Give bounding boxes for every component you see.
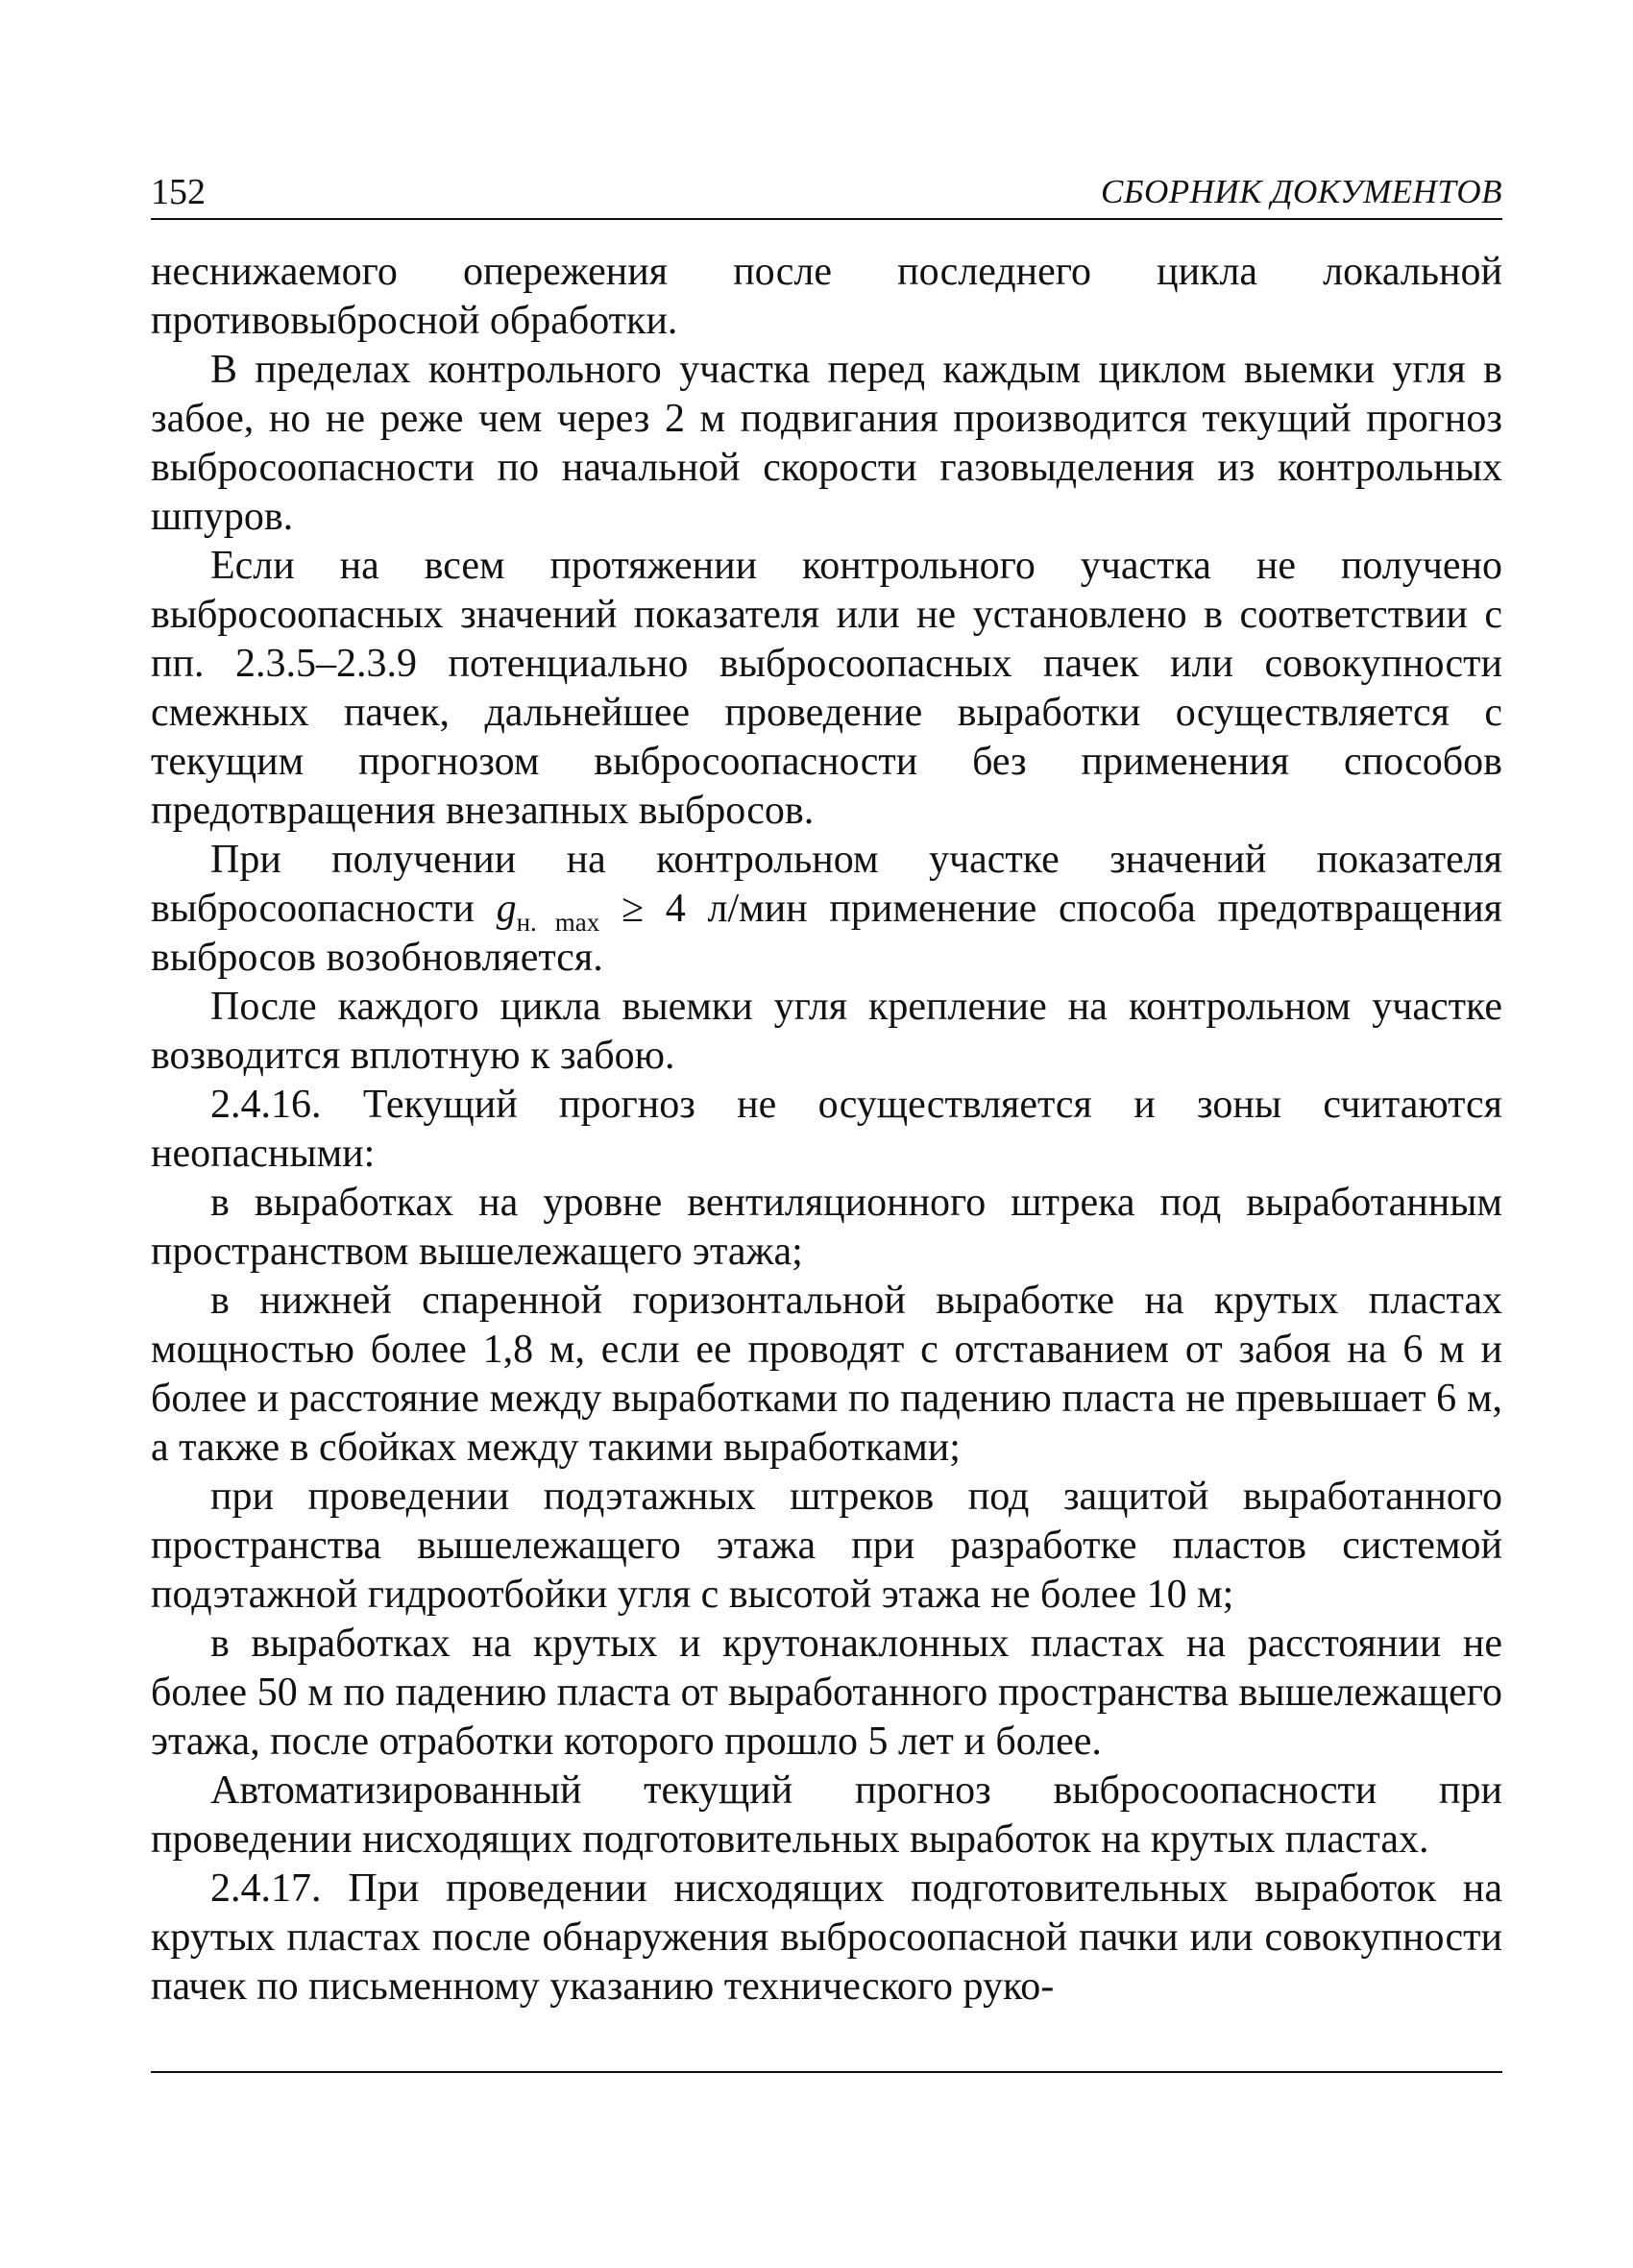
page-header xyxy=(151,163,1502,219)
list-item-sublevel-drifts: при проведении подэтажных штреков под защитой выработанного пространства вышележащего этажа при разработке пластов системой подэтажной гидроотбойки угля с высотой этажа не более 10 м; xyxy=(151,1475,1502,1617)
threshold-text-before: При получении на контрольном участке значений показателя выбросоопасности xyxy=(151,838,1502,931)
document-page xyxy=(151,163,1502,2133)
header-rule xyxy=(151,218,1502,220)
paragraph-control-area: В пределах контрольного участка перед каждым циклом выемки угля в забое, но не реже чем через 2 м подвигания производится текущий прогноз выбросоопасности по начальной скорости газовыделения из контрольных шпуров. xyxy=(151,348,1502,539)
page-number: 152 xyxy=(151,172,206,212)
paragraph-no-hazard: Если на всем протяжении контрольного участка не получено выбросоопасных значений показателя или не установлено в соответствии с пп. 2.3.5–2.3.9 потенциально выбросоопасных пачек или совокупности смежных пачек, дальнейшее проведение выработки осуществляется с текущим прогнозом выбросоопасности без применения способов предотвращения внезапных выбросов. xyxy=(151,544,1502,833)
paragraph-hazard-threshold xyxy=(151,836,1502,983)
footer-rule xyxy=(151,2071,1502,2073)
body-text xyxy=(151,248,1502,2012)
paragraph-2-4-16: 2.4.16. Текущий прогноз не осуществляется и зоны считаются неопасными: xyxy=(151,1083,1502,1176)
list-item-paired-workings: в нижней спаренной горизонтальной выработке на крутых пластах мощностью более 1,8 м, если ее проводят с отставанием от забоя на 6 м и более и расстояние между выработками по падению пласта не превышает 6 м, а также в сбойках между такими выработками; xyxy=(151,1279,1502,1470)
gas-symbol-subscript: н. max xyxy=(516,908,600,937)
paragraph-support: После каждого цикла выемки угля крепление на контрольном участке возводится вплотную к забою. xyxy=(151,985,1502,1078)
list-item-ventilation-drift: в выработках на уровне вентиляционного штрека под выработанным пространством вышележащего этажа; xyxy=(151,1181,1502,1274)
gas-symbol: g xyxy=(496,887,517,931)
paragraph-automated-forecast: Автоматизированный текущий прогноз выбросоопасности при проведении нисходящих подготовительных выработок на крутых пластах. xyxy=(151,1768,1502,1862)
threshold-text-after: ≥ 4 л/мин применение способа предотвращения выбросов возобновляется. xyxy=(151,887,1502,980)
running-title: СБОРНИК ДОКУМЕНТОВ xyxy=(1101,173,1502,210)
list-item-steep-seams: в выработках на крутых и крутонаклонных пластах на расстоянии не более 50 м по падению пласта от выработанного пространства вышележащего этажа, после отработки которого прошло 5 лет и более. xyxy=(151,1622,1502,1764)
paragraph-continuation: неснижаемого опережения после последнего цикла локальной противовыбросной обработки. xyxy=(151,250,1502,343)
paragraph-2-4-17: 2.4.17. При проведении нисходящих подготовительных выработок на крутых пластах после обнаружения выбросоопасной пачки или совокупности пачек по письменному указанию технического руко- xyxy=(151,1866,1502,2009)
